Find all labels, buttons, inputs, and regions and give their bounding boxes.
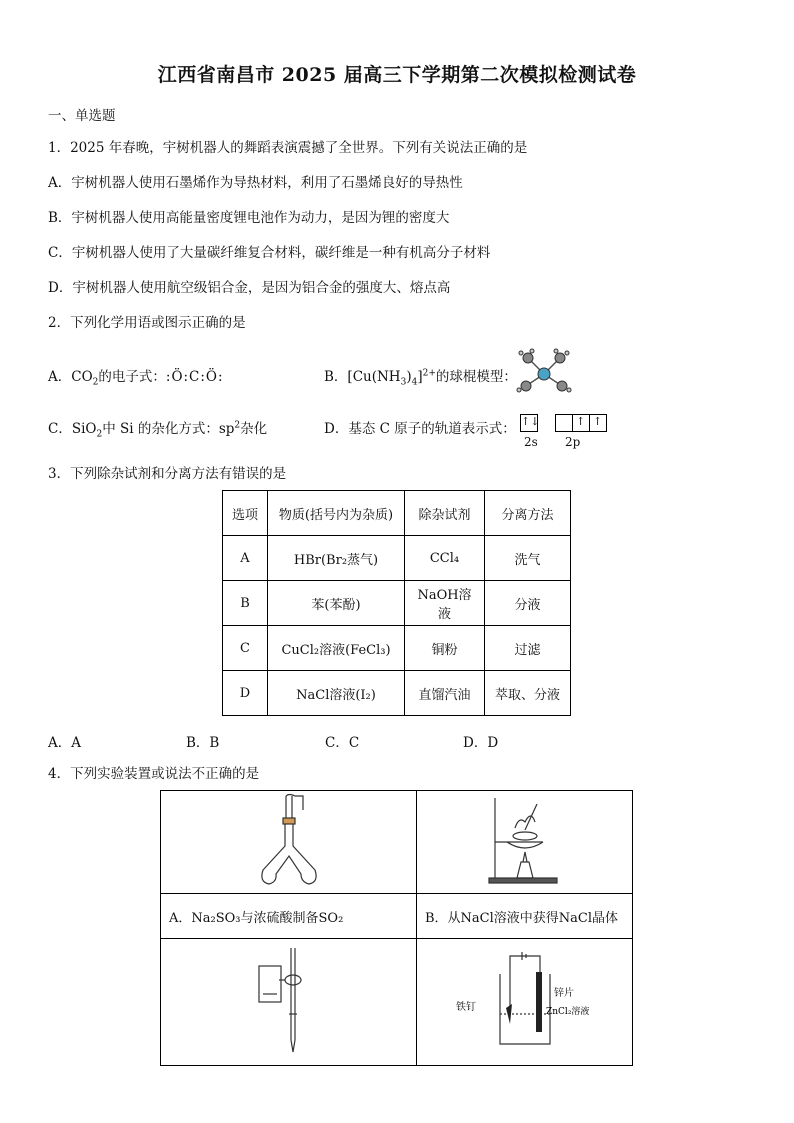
table-cell: NaOH溶液 <box>405 581 485 626</box>
table-row <box>223 671 571 716</box>
table-cell: 直馏汽油 <box>405 671 485 716</box>
q2-d-text: D．基态 C 原子的轨道表示式： <box>324 421 516 437</box>
zinc-plate-label: 锌片 <box>553 988 574 999</box>
q4-table <box>160 790 633 1066</box>
q4-a-figure-cell <box>161 791 417 894</box>
q1-option-a[interactable]: A．宇树机器人使用石墨烯作为导热材料，利用了石墨烯良好的导热性 <box>48 175 463 191</box>
q4-c-figure-cell <box>161 939 417 1066</box>
q4-b-figure-cell <box>417 791 633 894</box>
q2-b-sub2: 4 <box>411 377 418 388</box>
q2-b-sub: 3 <box>400 377 407 388</box>
q3-table <box>222 490 571 716</box>
q2-b-charge: 2+ <box>422 368 436 379</box>
table-cell: 苯(苯酚) <box>268 581 405 626</box>
q3-option-d[interactable]: D．D <box>463 735 499 751</box>
q2-a-suffix: 的电子式： <box>98 369 166 385</box>
orbital-2p-2: ↑ <box>573 414 590 432</box>
y-tube-apparatus-image <box>249 792 329 888</box>
q2-c-sup: 2 <box>234 420 241 431</box>
table-cell: HBr(Br₂蒸气) <box>268 536 405 581</box>
q2-option-a[interactable] <box>48 365 224 388</box>
q2-b-bracket: ] <box>417 369 423 385</box>
orbital-2p-1 <box>555 414 573 432</box>
q4-stem: 4．下列实验装置或说法不正确的是 <box>48 766 260 782</box>
q2-b-formula: [Cu(NH <box>347 369 401 385</box>
q2-a-text: A．CO <box>48 369 93 385</box>
table-cell: D <box>223 671 268 716</box>
orbital-2p-3: ↑ <box>590 414 607 432</box>
table-cell: 分液 <box>485 581 571 626</box>
q2-option-d[interactable] <box>324 417 516 437</box>
table-cell: C <box>223 626 268 671</box>
q1-stem: 1．2025 年春晚，宇树机器人的舞蹈表演震撼了全世界。下列有关说法正确的是 <box>48 140 528 156</box>
q2-b-label: B． <box>324 369 348 385</box>
table-row <box>223 626 571 671</box>
q2-b-suffix: 的球棍模型： <box>435 369 517 385</box>
q4-d-figure-cell <box>417 939 633 1066</box>
solution-label: ZnCl₂溶液 <box>545 1007 589 1017</box>
label-2p: 2p <box>565 435 581 449</box>
q2-option-c[interactable] <box>48 417 267 440</box>
q2-stem: 2．下列化学用语或图示正确的是 <box>48 315 246 331</box>
q2-c-sub: 2 <box>96 429 103 440</box>
co2-electron-formula: :Ö:C:Ö: <box>165 369 224 385</box>
header-cell: 分离方法 <box>485 491 571 536</box>
section-heading: 一、单选题 <box>48 108 116 124</box>
iron-nail-label: 铁钉 <box>455 1002 476 1013</box>
table-cell: 洗气 <box>485 536 571 581</box>
q2-option-b[interactable] <box>324 365 517 388</box>
evaporation-apparatus-image <box>485 792 565 888</box>
page-title: 江西省南昌市 2025 届高三下学期第二次模拟检测试卷 <box>157 64 637 86</box>
table-cell: 铜粉 <box>405 626 485 671</box>
table-cell: 萃取、分液 <box>485 671 571 716</box>
table-row <box>223 581 571 626</box>
q3-option-b[interactable]: B．B <box>186 735 220 751</box>
table-cell: 过滤 <box>485 626 571 671</box>
q1-option-b[interactable]: B．宇树机器人使用高能量密度锂电池作为动力，是因为锂的密度大 <box>48 210 450 226</box>
header-cell: 物质(括号内为杂质) <box>268 491 405 536</box>
header-cell: 除杂试剂 <box>405 491 485 536</box>
header-cell: 选项 <box>223 491 268 536</box>
q2-c-mid: 中 Si 的杂化方式：sp <box>102 421 235 437</box>
q2-c-text: C．SiO <box>48 421 97 437</box>
ball-stick-model-image <box>514 348 574 400</box>
table-cell: CuCl₂溶液(FeCl₃) <box>268 626 405 671</box>
burette-apparatus-image <box>249 944 329 1056</box>
q2-a-sub: 2 <box>92 377 99 388</box>
table-cell: NaCl溶液(I₂) <box>268 671 405 716</box>
table-cell: A <box>223 536 268 581</box>
q2-c-suffix: 杂化 <box>240 421 268 437</box>
q4-option-a[interactable]: A．Na₂SO₃与浓硫酸制备SO₂ <box>161 894 417 939</box>
orbital-2s: ↑↓ <box>520 414 538 432</box>
q1-option-c[interactable]: C．宇树机器人使用了大量碳纤维复合材料，碳纤维是一种有机高分子材料 <box>48 245 491 261</box>
q1-option-d[interactable]: D．宇树机器人使用航空级铝合金，是因为铝合金的强度大、熔点高 <box>48 280 451 296</box>
table-cell: B <box>223 581 268 626</box>
q3-stem: 3．下列除杂试剂和分离方法有错误的是 <box>48 466 287 482</box>
q4-option-b[interactable]: B．从NaCl溶液中获得NaCl晶体 <box>417 894 633 939</box>
label-2s: 2s <box>524 435 538 449</box>
q2-b-close: ) <box>406 369 412 385</box>
table-row <box>223 536 571 581</box>
q3-option-a[interactable]: A．A <box>48 735 81 751</box>
table-header-row <box>223 491 571 536</box>
q3-option-c[interactable]: C．C <box>325 735 360 751</box>
orbital-diagram <box>520 414 607 432</box>
electrolysis-apparatus-image <box>450 944 600 1056</box>
table-cell: CCl₄ <box>405 536 485 581</box>
